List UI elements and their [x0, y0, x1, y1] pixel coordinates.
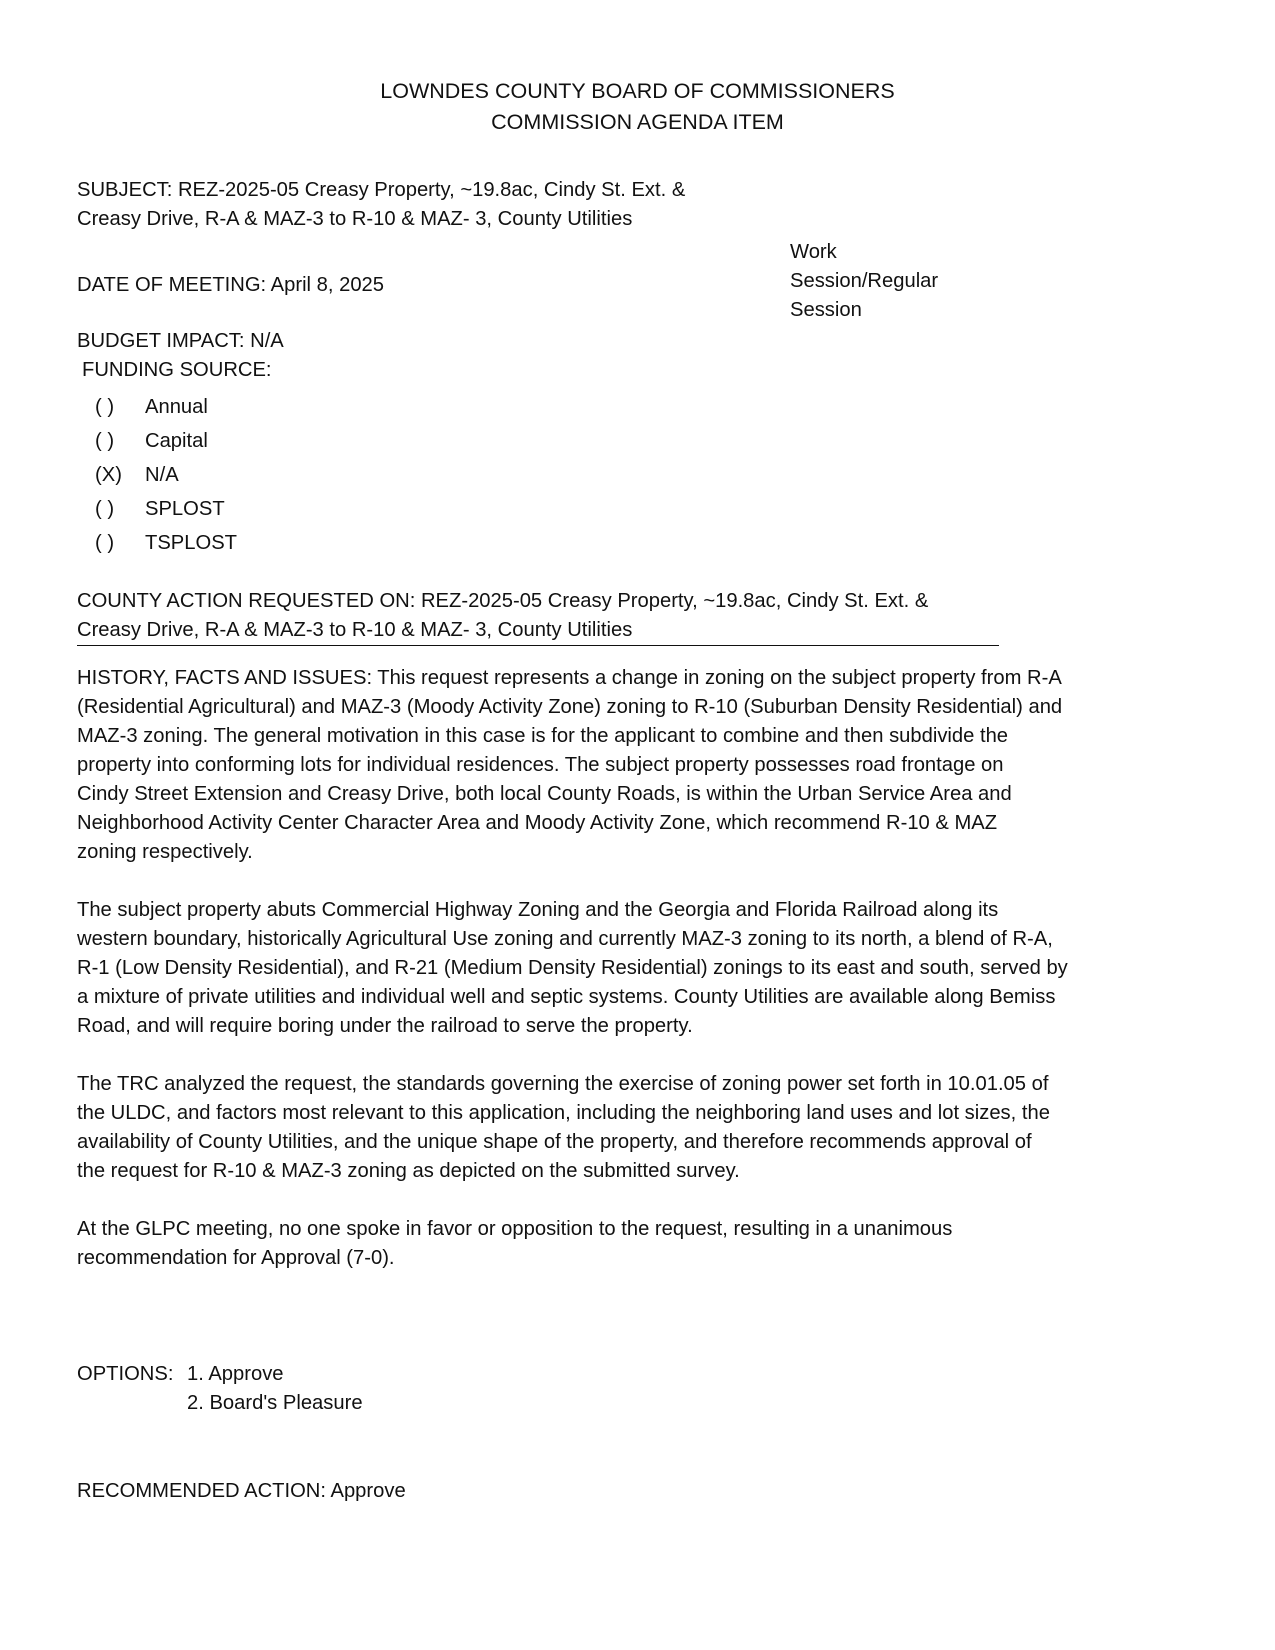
text-line: Road, and will require boring under the railroad to serve the property. — [77, 1015, 693, 1037]
funding-source-label: FUNDING SOURCE: — [82, 359, 272, 381]
subject-line1: SUBJECT: REZ-2025-05 Creasy Property, ~19.8ac, Cindy St. Ext. & — [77, 179, 686, 201]
text-line: At the GLPC meeting, no one spoke in favor or opposition to the request, resulting in a unanimous — [77, 1218, 953, 1240]
recommended-action: RECOMMENDED ACTION: Approve — [77, 1480, 406, 1502]
header-title-line2: COMMISSION AGENDA ITEM — [491, 110, 784, 134]
text-line: R-1 (Low Density Residential), and R-21 (Medium Density Residential) zonings to its east and south, served by — [77, 957, 1068, 979]
budget-impact: BUDGET IMPACT: N/A — [77, 330, 284, 352]
option-item-2: 2. Board's Pleasure — [187, 1392, 363, 1414]
history-paragraph-2 — [77, 896, 1207, 1041]
funding-checkbox-mark: ( ) — [95, 532, 115, 554]
funding-checkbox-mark: ( ) — [95, 498, 115, 520]
funding-option-annual — [95, 390, 237, 424]
history-paragraph-3 — [77, 1070, 1207, 1186]
subject-block — [77, 176, 685, 234]
text-line: Neighborhood Activity Center Character Area and Moody Activity Zone, which recommend R-10 & MAZ — [77, 812, 998, 834]
funding-option-label: N/A — [145, 464, 179, 486]
session-type — [790, 238, 938, 325]
text-line: western boundary, historically Agricultural Use zoning and currently MAZ-3 zoning to its north, a blend of R-A, — [77, 928, 1053, 950]
text-line: property into conforming lots for individual residences. The subject property possesses road frontage on — [77, 754, 1004, 776]
funding-checkbox-mark: ( ) — [95, 396, 115, 418]
funding-option-na — [95, 458, 237, 492]
history-paragraph-4 — [77, 1215, 1207, 1273]
funding-checkbox-mark: ( ) — [95, 430, 115, 452]
text-line: MAZ-3 zoning. The general motivation in this case is for the applicant to combine and then subdivide the — [77, 725, 1009, 747]
text-line: availability of County Utilities, and the unique shape of the property, and therefore recommends approval of — [77, 1131, 1032, 1153]
history-facts-issues — [77, 664, 1207, 1302]
action-line1: COUNTY ACTION REQUESTED ON: REZ-2025-05 Creasy Property, ~19.8ac, Cindy St. Ext. & — [77, 590, 929, 612]
history-paragraph-1 — [77, 664, 1207, 867]
options-spacer — [77, 1389, 187, 1418]
funding-option-label: Annual — [145, 396, 208, 418]
county-action-requested — [77, 587, 999, 646]
text-line: The subject property abuts Commercial Highway Zoning and the Georgia and Florida Railroad along its — [77, 899, 999, 921]
options-label: OPTIONS: — [77, 1363, 174, 1385]
session-line3: Session — [790, 299, 862, 321]
funding-checkbox-mark: (X) — [95, 464, 122, 486]
subject-line2: Creasy Drive, R-A & MAZ-3 to R-10 & MAZ- 3, County Utilities — [77, 208, 633, 230]
text-line: recommendation for Approval (7-0). — [77, 1247, 395, 1269]
session-line1: Work — [790, 241, 837, 263]
funding-option-splost — [95, 492, 237, 526]
text-line: zoning respectively. — [77, 841, 253, 863]
funding-option-label: SPLOST — [145, 498, 225, 520]
text-line: a mixture of private utilities and individual well and septic systems. County Utilities are available along Bemiss — [77, 986, 1056, 1008]
funding-option-label: TSPLOST — [145, 532, 237, 554]
document-header — [0, 76, 1275, 138]
text-line: HISTORY, FACTS AND ISSUES: This request represents a change in zoning on the subject property from R-A — [77, 667, 1062, 689]
funding-option-label: Capital — [145, 430, 208, 452]
funding-option-tsplost — [95, 526, 237, 560]
text-line: (Residential Agricultural) and MAZ-3 (Moody Activity Zone) zoning to R-10 (Suburban Density Residential) and — [77, 696, 1063, 718]
action-line2: Creasy Drive, R-A & MAZ-3 to R-10 & MAZ- 3, County Utilities — [77, 619, 633, 641]
text-line: the request for R-10 & MAZ-3 zoning as depicted on the submitted survey. — [77, 1160, 740, 1182]
funding-option-capital — [95, 424, 237, 458]
session-line2: Session/Regular — [790, 270, 939, 292]
text-line: Cindy Street Extension and Creasy Drive, both local County Roads, is within the Urban Service Area and — [77, 783, 1012, 805]
header-title-line1: LOWNDES COUNTY BOARD OF COMMISSIONERS — [380, 79, 895, 103]
options-block — [77, 1360, 363, 1418]
text-line: The TRC analyzed the request, the standards governing the exercise of zoning power set forth in 10.01.05 of — [77, 1073, 1049, 1095]
option-item-1: 1. Approve — [187, 1363, 284, 1385]
meeting-date: DATE OF MEETING: April 8, 2025 — [77, 274, 385, 296]
funding-source-list — [95, 390, 237, 560]
text-line: the ULDC, and factors most relevant to this application, including the neighboring land uses and lot sizes, the — [77, 1102, 1050, 1124]
